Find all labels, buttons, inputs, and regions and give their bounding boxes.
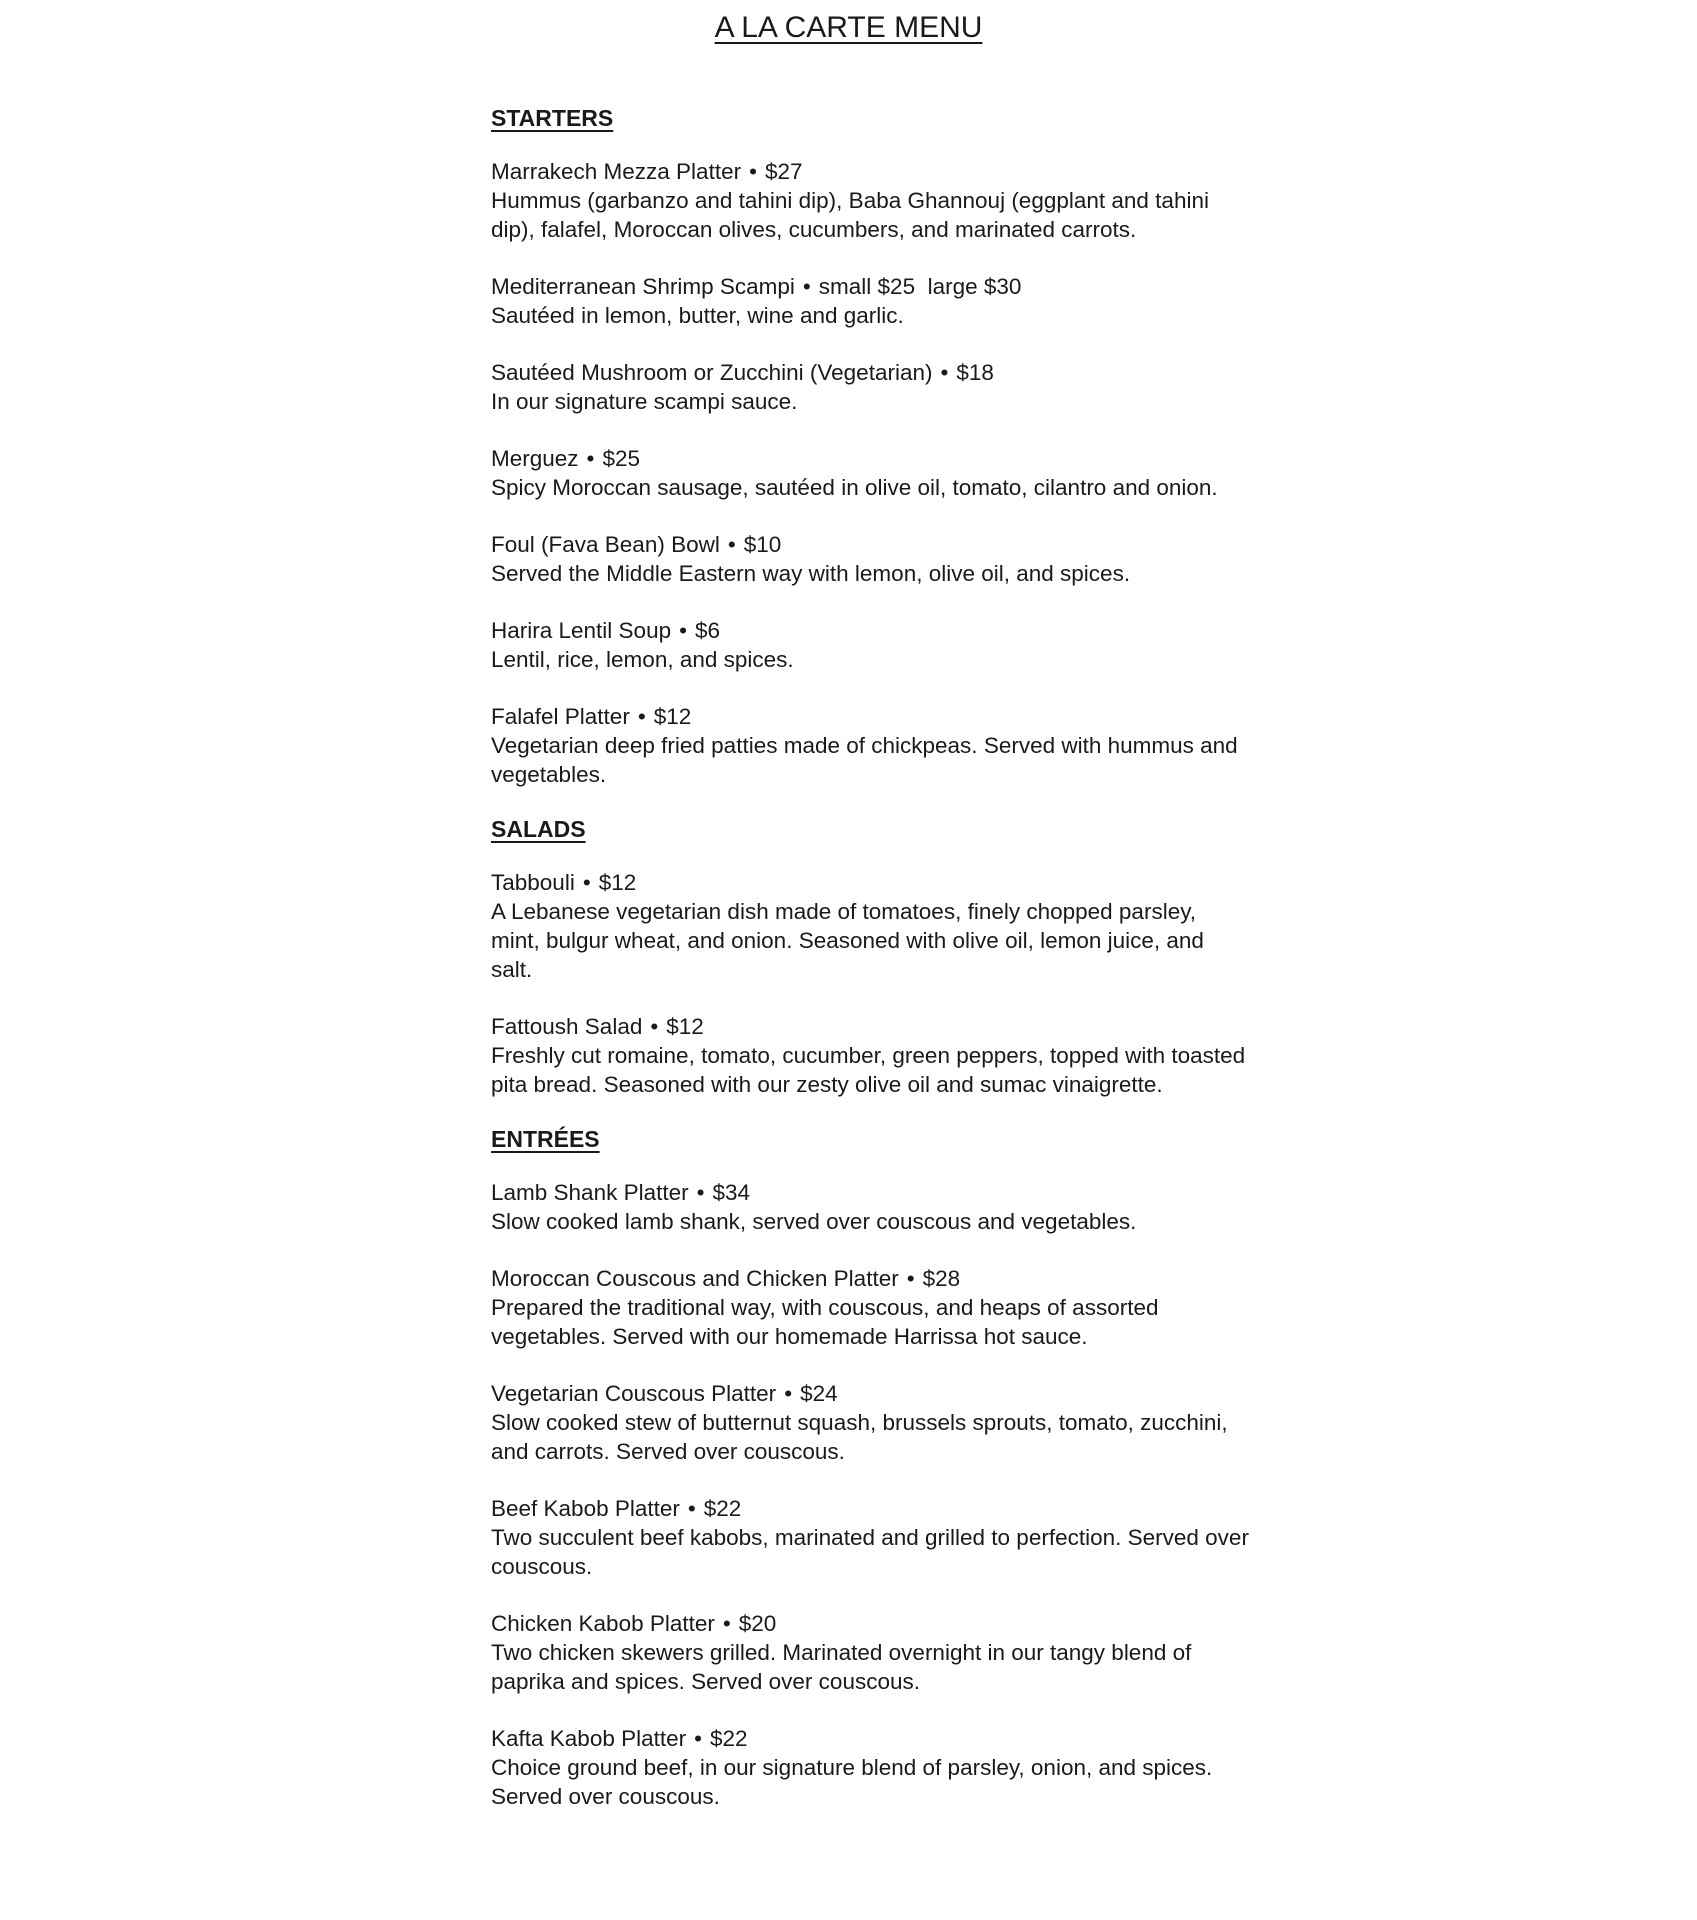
item-price: $20 <box>738 1611 777 1636</box>
menu-item <box>491 1264 1251 1351</box>
item-description: A Lebanese vegetarian dish made of tomatoes, finely chopped parsley, mint, bulgur wheat, and onion. Seasoned with olive oil, lemon juice, and salt. <box>491 899 1204 982</box>
menu-item <box>491 1724 1251 1811</box>
item-name: Tabbouli <box>491 870 575 895</box>
item-name: Falafel Platter <box>491 704 630 729</box>
item-description: Sautéed in lemon, butter, wine and garlic. <box>491 303 904 328</box>
bullet-separator: • <box>784 1381 793 1406</box>
section-heading-text: ENTRÉES <box>491 1126 600 1152</box>
item-title-line <box>491 157 1251 186</box>
item-name: Chicken Kabob Platter <box>491 1611 715 1636</box>
menu-item <box>491 1379 1251 1466</box>
item-description: Spicy Moroccan sausage, sautéed in olive oil, tomato, cilantro and onion. <box>491 475 1218 500</box>
item-name: Harira Lentil Soup <box>491 618 672 643</box>
item-title-line <box>491 868 1251 897</box>
bullet-separator: • <box>727 532 736 557</box>
section-heading-text: SALADS <box>491 816 586 842</box>
item-price: $22 <box>710 1726 748 1751</box>
item-description: Prepared the traditional way, with couscous, and heaps of assorted vegetables. Served with our homemade Harrissa hot sauce. <box>491 1295 1159 1349</box>
item-description: Hummus (garbanzo and tahini dip), Baba Ghannouj (eggplant and tahini dip), falafel, Moroccan olives, cucumbers, and marinated carrots. <box>491 188 1209 242</box>
item-price: $27 <box>764 159 803 184</box>
bullet-separator: • <box>687 1496 696 1521</box>
menu-item <box>491 1609 1251 1696</box>
bullet-separator: • <box>906 1266 915 1291</box>
item-name: Marrakech Mezza Platter <box>491 159 742 184</box>
menu-item <box>491 1178 1251 1236</box>
item-title-line <box>491 616 1251 645</box>
menu-item <box>491 868 1251 984</box>
menu-content <box>491 100 1251 1839</box>
menu-title-text: A LA CARTE MENU <box>714 11 983 44</box>
item-name: Merguez <box>491 446 579 471</box>
bullet-separator: • <box>694 1726 703 1751</box>
menu-section <box>491 811 1251 1099</box>
bullet-separator: • <box>679 618 687 643</box>
item-price: $12 <box>653 704 692 729</box>
menu-item <box>491 272 1251 330</box>
item-name: Mediterranean Shrimp Scampi <box>491 274 795 299</box>
menu-item <box>491 616 1251 674</box>
item-price: $18 <box>956 360 994 385</box>
item-name: Beef Kabob Platter <box>491 1496 680 1521</box>
item-title-line <box>491 702 1251 731</box>
item-description: Slow cooked stew of butternut squash, brussels sprouts, tomato, zucchini, and carrots. Served over couscous. <box>491 1410 1228 1464</box>
item-price: $22 <box>703 1496 742 1521</box>
item-title-line <box>491 1494 1251 1523</box>
menu-item <box>491 444 1251 502</box>
item-name: Foul (Fava Bean) Bowl <box>491 532 720 557</box>
item-title-line <box>491 1178 1251 1207</box>
menu-item <box>491 358 1251 416</box>
item-title-line <box>491 530 1251 559</box>
bullet-separator: • <box>696 1180 705 1205</box>
item-description: Slow cooked lamb shank, served over couscous and vegetables. <box>491 1209 1137 1234</box>
menu-item <box>491 1494 1251 1581</box>
item-title-line <box>491 1264 1251 1293</box>
menu-section <box>491 1121 1251 1811</box>
item-price: small $25 large $30 <box>818 274 1022 299</box>
menu-title <box>0 8 1697 48</box>
item-name: Moroccan Couscous and Chicken Platter <box>491 1266 899 1291</box>
item-title-line <box>491 1012 1251 1041</box>
item-name: Sautéed Mushroom or Zucchini (Vegetarian) <box>491 360 933 385</box>
item-description: Freshly cut romaine, tomato, cucumber, green peppers, topped with toasted pita bread. Seasoned with our zesty olive oil and sumac vinaigrette. <box>491 1043 1246 1097</box>
section-heading-text: STARTERS <box>491 105 614 131</box>
bullet-separator: • <box>582 870 591 895</box>
item-title-line <box>491 1609 1251 1638</box>
bullet-separator: • <box>637 704 646 729</box>
menu-item <box>491 1012 1251 1099</box>
item-description: Two chicken skewers grilled. Marinated overnight in our tangy blend of paprika and spices. Served over couscous. <box>491 1640 1192 1694</box>
item-name: Kafta Kabob Platter <box>491 1726 687 1751</box>
menu-section <box>491 100 1251 789</box>
item-description: Choice ground beef, in our signature blend of parsley, onion, and spices. Served over couscous. <box>491 1755 1213 1809</box>
item-name: Fattoush Salad <box>491 1014 643 1039</box>
bullet-separator: • <box>749 159 757 184</box>
menu-item <box>491 702 1251 789</box>
bullet-separator: • <box>802 274 811 299</box>
bullet-separator: • <box>586 446 595 471</box>
bullet-separator: • <box>650 1014 659 1039</box>
item-price: $24 <box>800 1381 838 1406</box>
item-description: Lentil, rice, lemon, and spices. <box>491 647 794 672</box>
menu-item <box>491 157 1251 244</box>
item-price: $10 <box>743 532 782 557</box>
bullet-separator: • <box>940 360 949 385</box>
item-title-line <box>491 444 1251 473</box>
item-title-line <box>491 1724 1251 1753</box>
item-price: $25 <box>602 446 640 471</box>
bullet-separator: • <box>722 1611 731 1636</box>
item-description: In our signature scampi sauce. <box>491 389 798 414</box>
item-title-line <box>491 358 1251 387</box>
item-description: Served the Middle Eastern way with lemon, olive oil, and spices. <box>491 561 1131 586</box>
item-price: $6 <box>695 618 721 643</box>
section-heading <box>491 100 1251 136</box>
item-title-line <box>491 1379 1251 1408</box>
menu-item <box>491 530 1251 588</box>
item-price: $12 <box>598 870 637 895</box>
item-price: $28 <box>922 1266 961 1291</box>
item-description: Vegetarian deep fried patties made of chickpeas. Served with hummus and vegetables. <box>491 733 1238 787</box>
item-description: Two succulent beef kabobs, marinated and grilled to perfection. Served over couscous. <box>491 1525 1249 1579</box>
item-price: $12 <box>666 1014 704 1039</box>
section-heading <box>491 1121 1251 1157</box>
item-name: Vegetarian Couscous Platter <box>491 1381 777 1406</box>
section-heading <box>491 811 1251 847</box>
item-name: Lamb Shank Platter <box>491 1180 689 1205</box>
item-price: $34 <box>712 1180 751 1205</box>
item-title-line <box>491 272 1251 301</box>
